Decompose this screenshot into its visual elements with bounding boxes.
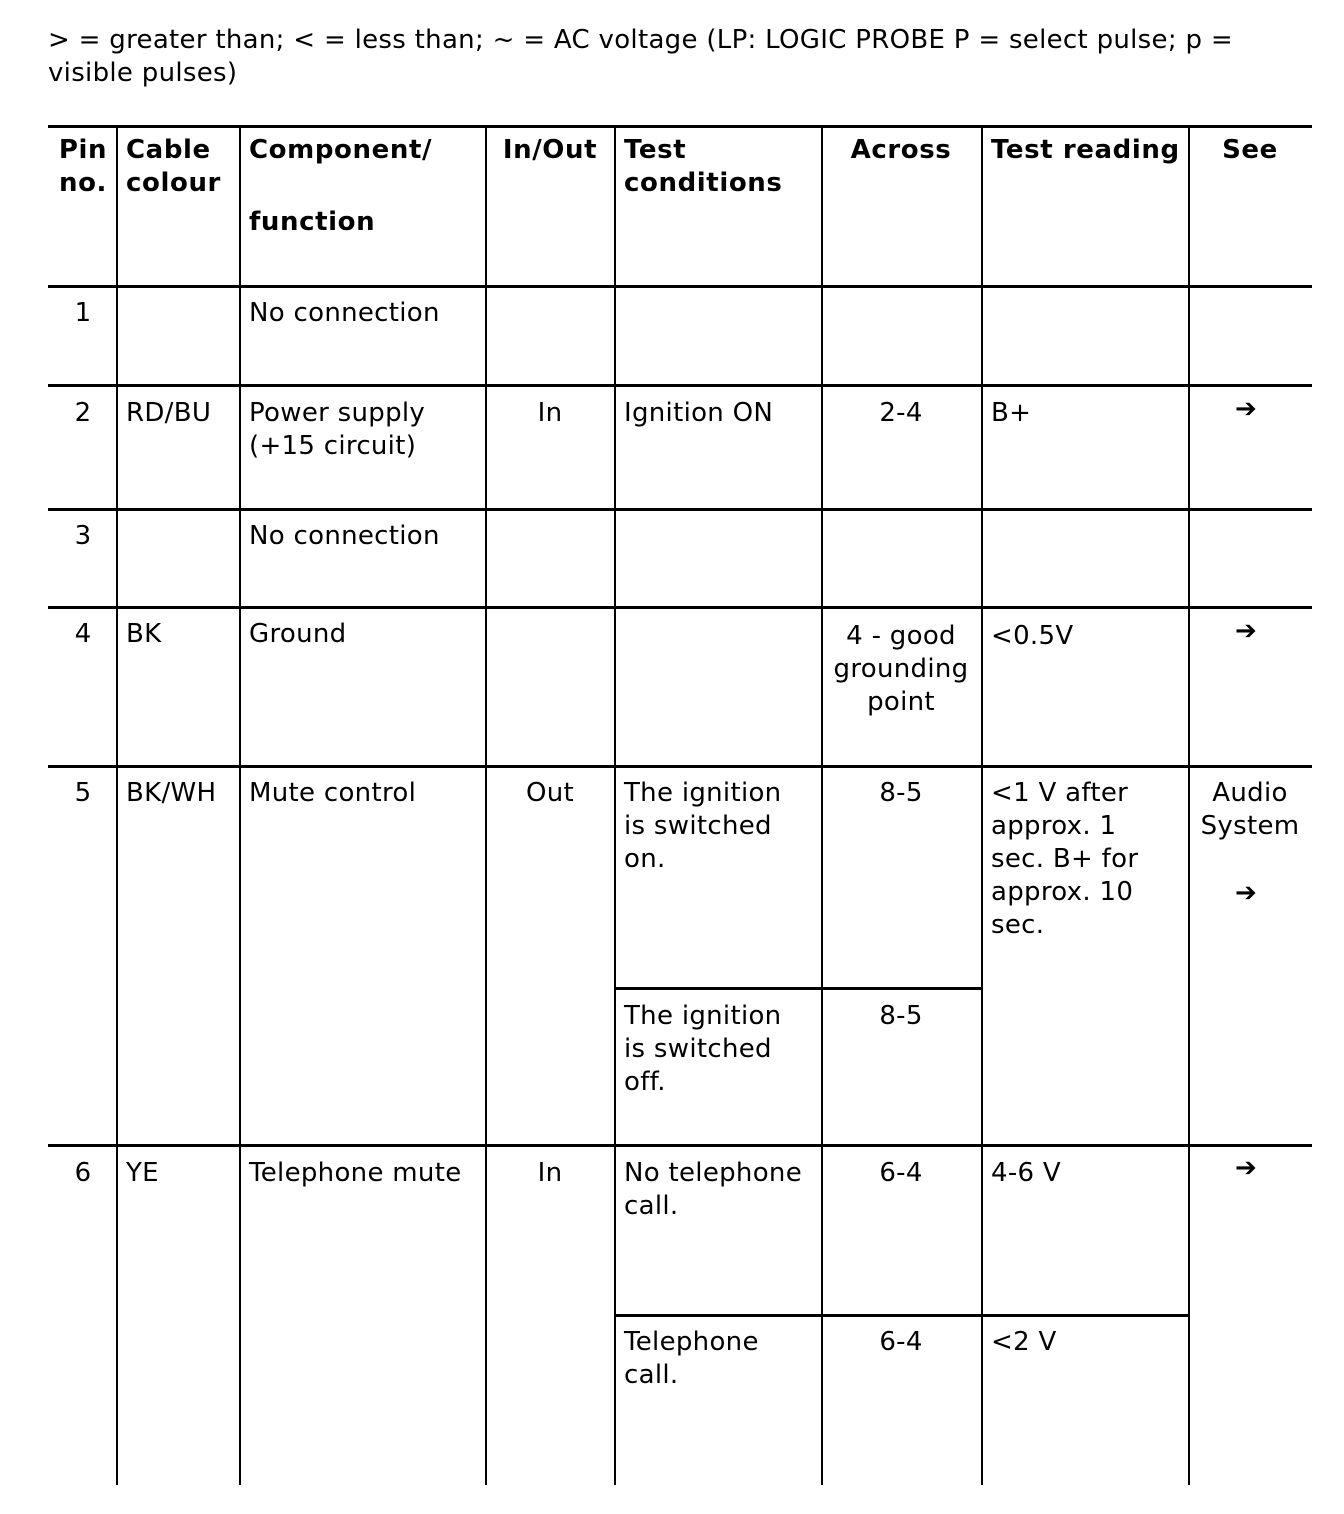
pin-table bbox=[48, 0, 1312, 1514]
row5-condition-2: The ignition is switched off. bbox=[624, 1001, 782, 1097]
col-rule-2 bbox=[239, 125, 241, 1485]
rule-row6-sub bbox=[615, 1314, 1189, 1317]
row6-colour: YE bbox=[126, 1158, 159, 1188]
col-rule-6 bbox=[981, 125, 983, 1485]
col-rule-7 bbox=[1188, 125, 1190, 1485]
row6-across-1: 6-4 bbox=[879, 1158, 923, 1188]
rule-row1 bbox=[48, 384, 1312, 387]
row2-condition: Ignition ON bbox=[624, 398, 774, 428]
rule-row4 bbox=[48, 765, 1312, 768]
row2-reading: B+ bbox=[991, 398, 1032, 428]
row5-component: Mute control bbox=[249, 778, 417, 808]
col-rule-4 bbox=[614, 125, 616, 1485]
row4-pin: 4 bbox=[74, 619, 92, 649]
row6-in-out: In bbox=[537, 1158, 563, 1188]
row2-see-arrow-icon: ➔ bbox=[1235, 394, 1257, 424]
row6-reading-2: <2 V bbox=[991, 1327, 1057, 1357]
header-see: See bbox=[1222, 135, 1278, 165]
header-component: Component/ bbox=[249, 135, 433, 165]
header-cable-colour: Cable colour bbox=[126, 135, 221, 198]
header-test-reading: Test reading bbox=[991, 135, 1180, 165]
col-rule-5 bbox=[821, 125, 823, 1485]
header-function: function bbox=[249, 207, 376, 237]
legend-text: > = greater than; < = less than; ~ = AC voltage (LP: LOGIC PROBE P = select pulse; p = visible pulses) bbox=[48, 25, 1233, 88]
row6-condition-2: Telephone call. bbox=[624, 1327, 759, 1390]
row5-condition-1: The ignition is switched on. bbox=[624, 778, 782, 874]
row6-reading-1: 4-6 V bbox=[991, 1158, 1062, 1188]
row4-across: 4 - good grounding point bbox=[833, 621, 969, 717]
rule-row5 bbox=[48, 1144, 1312, 1147]
row1-pin: 1 bbox=[74, 298, 92, 328]
header-across: Across bbox=[850, 135, 952, 165]
row5-pin: 5 bbox=[74, 778, 92, 808]
col-rule-3 bbox=[485, 125, 487, 1485]
rule-top bbox=[48, 125, 1312, 128]
row5-see-text: Audio System bbox=[1200, 778, 1300, 841]
row4-colour: BK bbox=[126, 619, 162, 649]
row5-reading: <1 V after approx. 1 sec. B+ for approx. 10 sec. bbox=[991, 778, 1139, 940]
row6-see-arrow-icon: ➔ bbox=[1235, 1153, 1257, 1183]
rule-row2 bbox=[48, 508, 1312, 511]
row1-component: No connection bbox=[249, 298, 440, 328]
row6-across-2: 6-4 bbox=[879, 1327, 923, 1357]
row2-in-out: In bbox=[537, 398, 563, 428]
row2-across: 2-4 bbox=[879, 398, 923, 428]
col-rule-1 bbox=[116, 125, 118, 1485]
rule-row5-sub bbox=[615, 987, 981, 990]
header-test-conditions: Test conditions bbox=[624, 135, 783, 198]
row6-pin: 6 bbox=[74, 1158, 92, 1188]
row2-component: Power supply (+15 circuit) bbox=[249, 398, 426, 461]
row5-across-1: 8-5 bbox=[879, 778, 923, 808]
row4-component: Ground bbox=[249, 619, 347, 649]
row5-see-arrow-icon: ➔ bbox=[1235, 878, 1257, 908]
row3-component: No connection bbox=[249, 521, 440, 551]
row3-pin: 3 bbox=[74, 521, 92, 551]
header-pin-no: Pin no. bbox=[58, 135, 108, 198]
row4-see-arrow-icon: ➔ bbox=[1235, 616, 1257, 646]
header-in-out: In/Out bbox=[502, 135, 598, 165]
row6-component: Telephone mute bbox=[249, 1158, 462, 1188]
row5-colour: BK/WH bbox=[126, 778, 217, 808]
row5-in-out: Out bbox=[525, 778, 575, 808]
row4-reading: <0.5V bbox=[991, 621, 1074, 651]
row5-across-2: 8-5 bbox=[879, 1001, 923, 1031]
row6-condition-1: No telephone call. bbox=[624, 1158, 802, 1221]
row2-pin: 2 bbox=[74, 398, 92, 428]
rule-header bbox=[48, 285, 1312, 288]
rule-row3 bbox=[48, 606, 1312, 609]
row2-colour: RD/BU bbox=[126, 398, 212, 428]
